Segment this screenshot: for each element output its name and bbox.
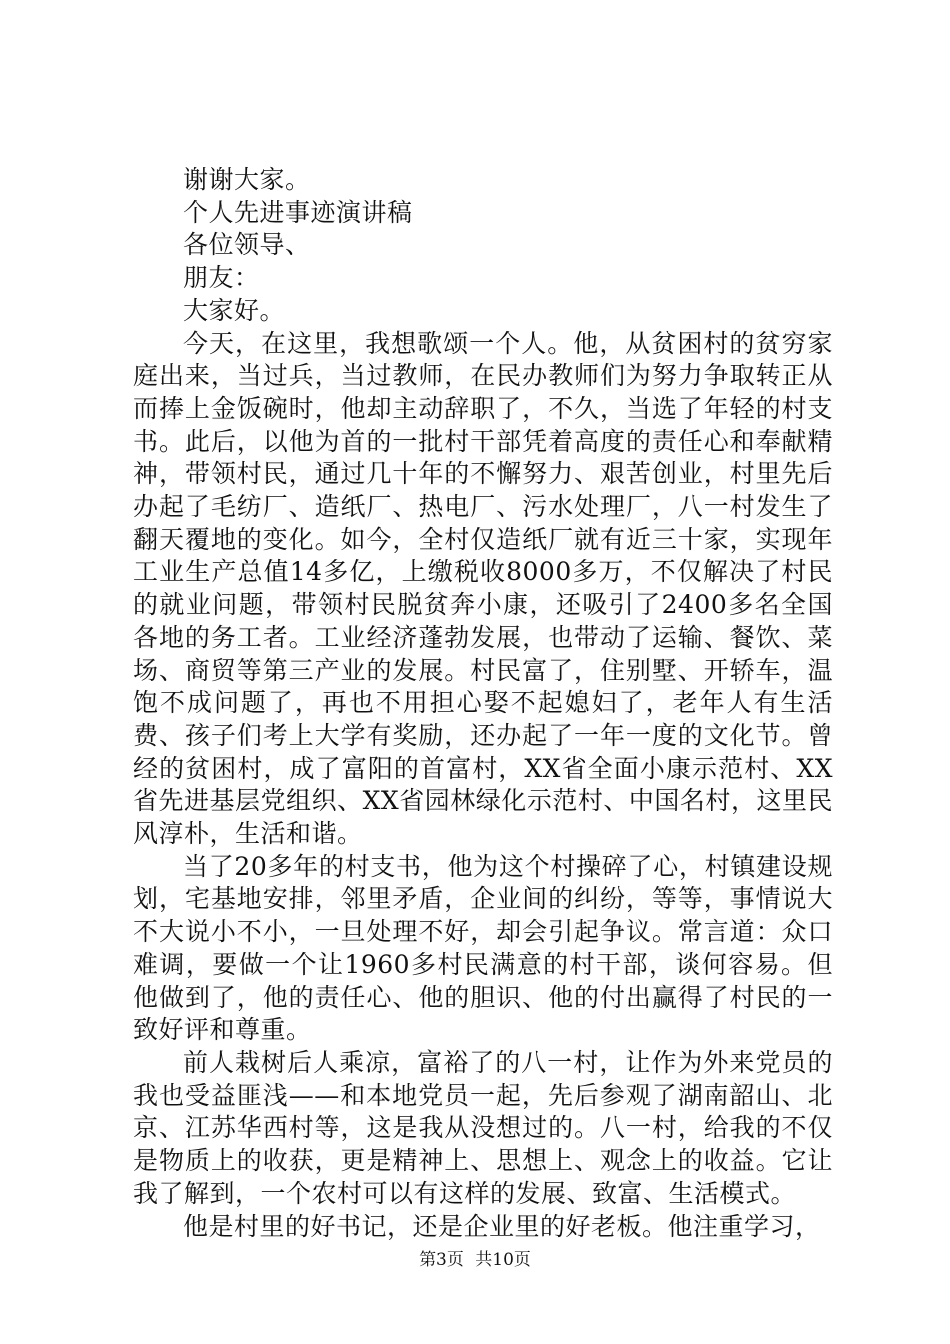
paragraph-salutation-friends: 朋友： [183, 263, 260, 293]
paragraph-greeting: 大家好。 [183, 295, 286, 325]
paragraph-body-2: 当了20多年的村支书，他为这个村操碎了心，村镇建设规划，宅基地安排，邻里矛盾，企业间的纠纷，等等，事情说大不大说小不小，一旦处理不好，却会引起争议。常言道：众口难调，要做一个让1960多村民满意的村干部，谈何容易。但他做到了，他的责任心、他的胆识、他的付出赢得了村民的一致好评和尊重。 [133, 851, 833, 1045]
paragraph-title: 个人先进事迹演讲稿 [183, 197, 413, 227]
paragraph-body-3: 前人栽树后人乘凉，富裕了的八一村，让作为外来党员的我也受益匪浅——和本地党员一起，先后参观了湖南韶山、北京、江苏华西村等，这是我从没想过的。八一村，给我的不仅是物质上的收获，更是精神上、思想上、观念上的收益。它让我了解到，一个农村可以有这样的发展、致富、生活模式。 [133, 1047, 833, 1208]
page-footer [0, 1245, 950, 1270]
paragraph-body-4: 他是村里的好书记，还是企业里的好老板。他注重学习， [183, 1211, 821, 1241]
paragraph-thanks: 谢谢大家。 [183, 165, 311, 194]
page-total: 共10页 [475, 1250, 531, 1270]
document-body [133, 164, 833, 1243]
paragraph-salutation-leaders: 各位领导、 [183, 230, 311, 260]
page-number: 第3页 [419, 1250, 464, 1270]
paragraph-body-1: 今天，在这里，我想歌颂一个人。他，从贫困村的贫穷家庭出来，当过兵，当过教师，在民办教师们为努力争取转正从而捧上金饭碗时，他却主动辞职了，不久，当选了年轻的村支书。此后，以他为首的一批村干部凭着高度的责任心和奉献精神，带领村民，通过几十年的不懈努力、艰苦创业，村里先后办起了毛纺厂、造纸厂、热电厂、污水处理厂，八一村发生了翻天覆地的变化。如今，全村仅造纸厂就有近三十家，实现年工业生产总值14多亿，上缴税收8000多万，不仅解决了村民的就业问题，带领村民脱贫奔小康，还吸引了2400多名全国各地的务工者。工业经济蓬勃发展，也带动了运输、餐饮、菜场、商贸等第三产业的发展。村民富了，住别墅、开轿车，温饱不成问题了，再也不用担心娶不起媳妇了，老年人有生活费、孩子们考上大学有奖励，还办起了一年一度的文化节。曾经的贫困村，成了富阳的首富村，XX省全面小康示范村、XX省先进基层党组织、XX省园林绿化示范村、中国名村，这里民风淳朴，生活和谐。 [133, 328, 833, 849]
